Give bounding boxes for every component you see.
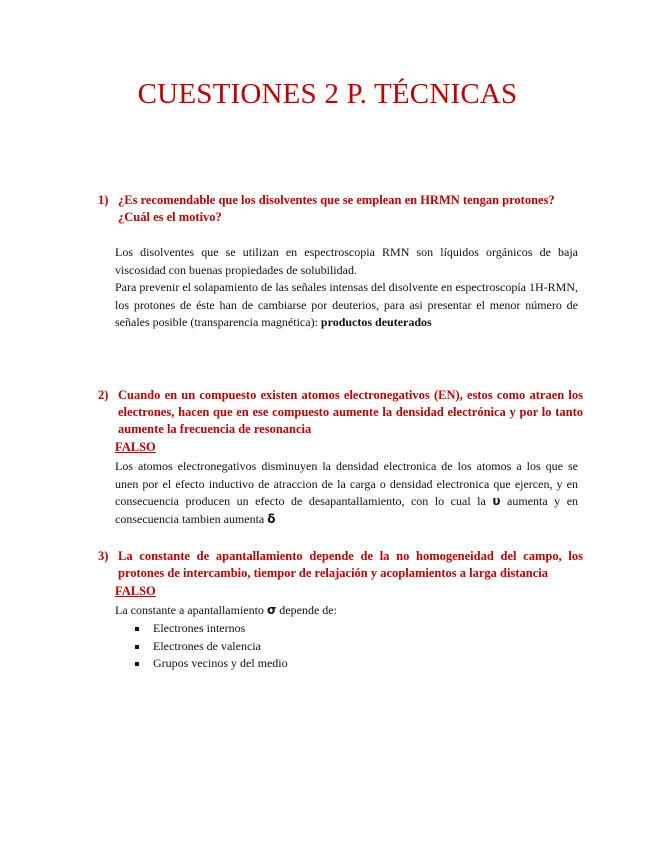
sigma-symbol: σ [266, 603, 277, 617]
question-2-text: Cuando en un compuesto existen atomos electronegativos (EN), estos como atraen los electrones, hacen que en ese compuesto aumente la densidad electrónica y por lo tanto aumente la frecuencia de resonancia [118, 388, 583, 436]
answer-1-paragraph-1: Los disolventes que se utilizan en espectroscopia RMN son líquidos orgánicos de baja viscosidad con buenas propiedades de solubilidad. [115, 245, 578, 277]
answer-1-emphasis: productos deuterados [320, 315, 432, 329]
answer-3-list [115, 620, 578, 673]
list-item: Grupos vecinos y del medio [115, 655, 578, 673]
question-1 [98, 192, 583, 226]
answer-3-paragraph [115, 602, 578, 620]
question-2-number: 2) [98, 388, 109, 402]
answer-2-paragraph [115, 458, 578, 528]
answer-3-lead: La constante a apantallamiento [115, 603, 264, 617]
verdict-2: FALSO [115, 440, 156, 454]
question-3-text: La constante de apantallamiento depende de la no homogeneidad del campo, los protones de intercambio, tiempor de relajación y acoplamientos a larga distancia [118, 549, 583, 580]
nu-symbol: υ [492, 494, 501, 508]
answer-2 [115, 458, 578, 528]
question-1-text: ¿Es recomendable que los disolventes que se emplean en HRMN tengan protones? ¿Cuál es el motivo? [118, 193, 555, 224]
question-2 [98, 387, 583, 438]
question-1-number: 1) [98, 193, 109, 207]
verdict-3: FALSO [115, 584, 156, 598]
list-item: Electrones de valencia [115, 638, 578, 656]
delta-symbol: δ [267, 511, 276, 526]
answer-1-paragraph-2 [115, 279, 578, 332]
answer-2-text: Los atomos electronegativos disminuyen la densidad electronica de los atomos a los que se unen por el efecto inductivo de atraccion de la carga o densidad electronica que ejercen, y en consecuencia producen un efecto de desapantallamiento, con lo cual la [115, 459, 578, 508]
answer-3 [115, 602, 578, 620]
answer-1 [115, 244, 578, 332]
answer-3-tail: depende de: [279, 603, 337, 617]
list-item: Electrones internos [115, 620, 578, 638]
answer-2-mid: aumenta y en consecuencia tambien aumenta [115, 494, 579, 526]
question-3 [98, 548, 583, 582]
question-3-number: 3) [98, 549, 109, 563]
answer-1-paragraph-2-text: Para prevenir el solapamiento de las señales intensas del disolvente en espectroscopía 1H-RMN, los protones de éste han de cambiarse por deuterios, para asi presentar el menor número de señales posible (transparencia magnética): [115, 280, 578, 329]
document-title: CUESTIONES 2 P. TÉCNICAS [137, 78, 518, 110]
